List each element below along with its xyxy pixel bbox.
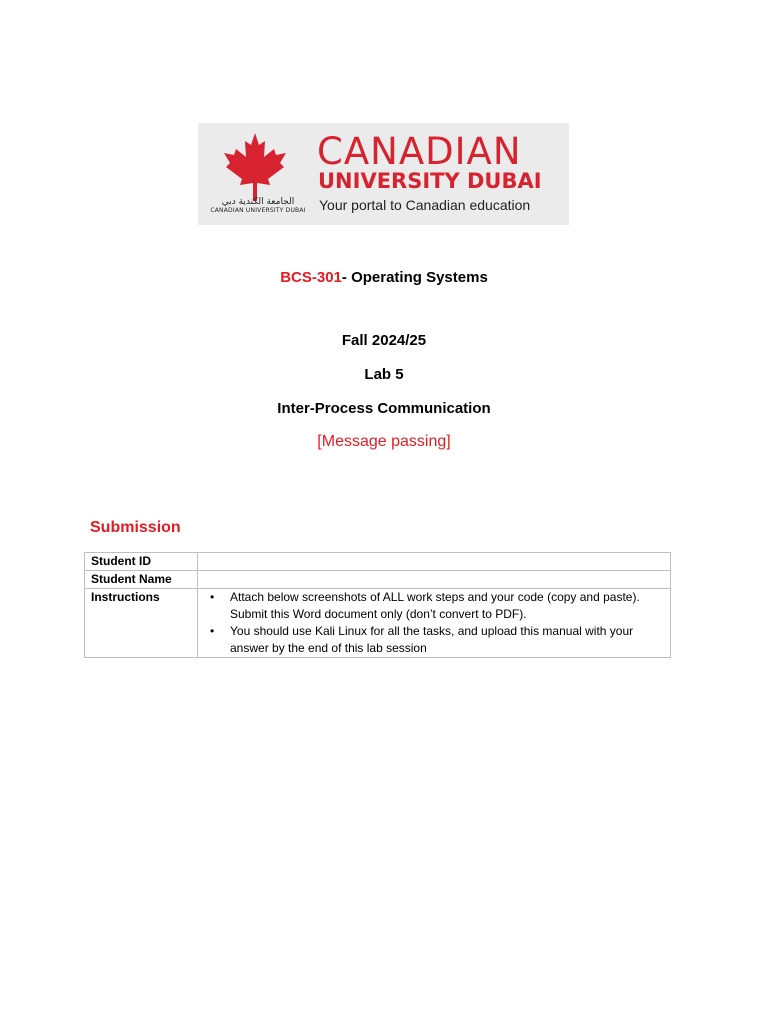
course-title — [0, 270, 768, 285]
logo-arabic-name: الجامعة الكندية دبي — [221, 197, 295, 207]
table-row — [85, 553, 671, 571]
logo-name-line2: UNIVERSITY DUBAI — [318, 169, 542, 193]
course-name: - Operating Systems — [341, 269, 488, 286]
student-name-field[interactable] — [198, 571, 671, 589]
instructions-label: Instructions — [85, 589, 198, 658]
logo-name-line1: CANADIAN — [317, 130, 522, 173]
lab-topic: Inter-Process Communication — [277, 400, 491, 417]
lab-subtopic: [Message passing] — [317, 433, 451, 450]
student-id-label: Student ID — [85, 553, 198, 571]
instructions-list — [204, 589, 664, 657]
term: Fall 2024/25 — [341, 332, 427, 349]
student-id-field[interactable] — [198, 553, 671, 571]
university-logo — [198, 123, 569, 225]
course-code: BCS-301 — [280, 269, 342, 286]
logo-small-name: CANADIAN UNIVERSITY DUBAI — [210, 207, 306, 214]
list-item: • You should use Kali Linux for all the tasks, and upload this manual with your answer by the end of this lab session — [222, 623, 664, 657]
lab-number: Lab 5 — [364, 366, 404, 383]
student-name-label: Student Name — [85, 571, 198, 589]
submission-heading: Submission — [90, 519, 181, 536]
table-row — [85, 571, 671, 589]
logo-tagline: Your portal to Canadian education — [319, 197, 531, 213]
list-item: • Attach below screenshots of ALL work steps and your code (copy and paste). Submit this Word document only (don’t convert to PDF). — [222, 589, 664, 623]
instructions-cell — [198, 589, 671, 658]
table-row — [85, 589, 671, 658]
submission-table — [84, 552, 671, 658]
maple-leaf-icon — [222, 131, 288, 201]
